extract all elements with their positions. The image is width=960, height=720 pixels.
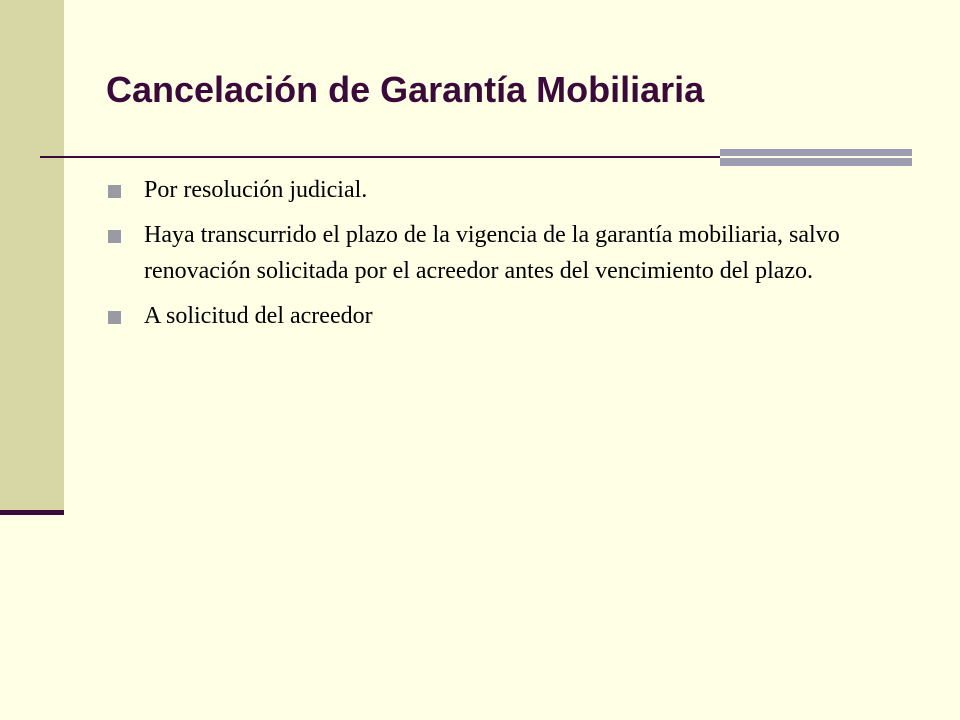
side-decoration-bar <box>0 0 64 510</box>
square-bullet-icon <box>108 230 121 243</box>
bullet-text: A solicitud del acreedor <box>144 303 373 329</box>
square-bullet-icon <box>108 185 121 198</box>
bullet-text: Haya transcurrido el plazo de la vigencia de la garantía mobiliaria, salvo renovación solicitada por el acreedor antes del vencimiento del plazo. <box>144 222 840 284</box>
side-decoration-underline <box>0 510 64 515</box>
bullet-item <box>108 172 868 208</box>
square-bullet-icon <box>108 311 121 324</box>
bullet-text: Por resolución judicial. <box>144 177 368 203</box>
bullet-item <box>108 298 868 334</box>
slide-title: Cancelación de Garantía Mobiliaria <box>106 69 705 110</box>
bullet-list <box>108 172 868 343</box>
bullet-item <box>108 217 868 289</box>
title-divider-accent <box>720 149 912 166</box>
